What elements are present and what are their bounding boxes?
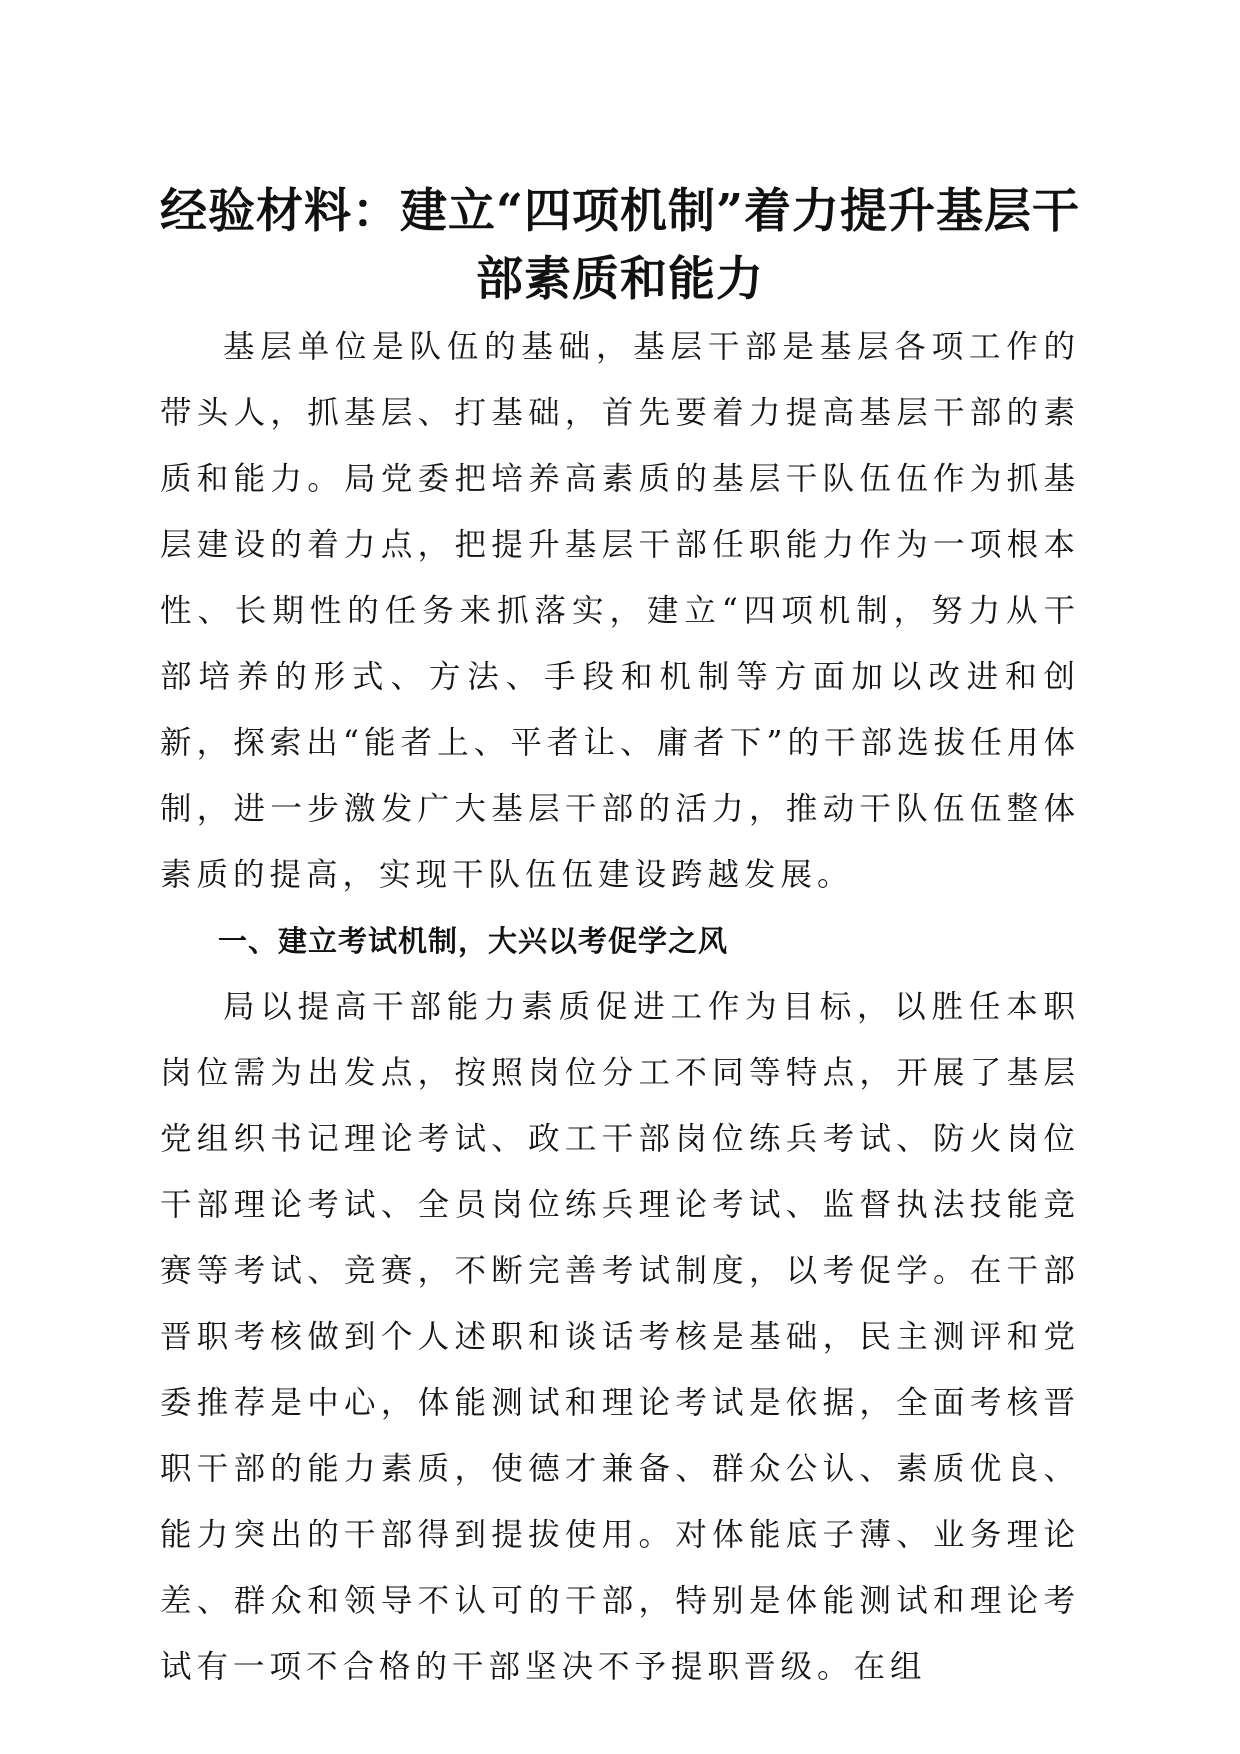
paragraph-intro: 基层单位是队伍的基础，基层干部是基层各项工作的带头人，抓基层、打基础，首先要着力提高基层干部的素质和能力。局党委把培养高素质的基层干队伍伍作为抓基层建设的着力点，把提升基层干部任职能力作为一项根本性、长期性的任务来抓落实，建立“四项机制，努力从干部培养的形式、方法、手段和机制等方面加以改进和创新，探索出“能者上、平者让、庸者下”的干部选拔任用体制，进一步激发广大基层干部的活力，推动干队伍伍整体素质的提高，实现干队伍伍建设跨越发展。 [160,329,1080,893]
document-body [160,314,1080,1700]
section-heading-exam-mechanism: 一、建立考试机制，大兴以考促学之风 [218,924,729,958]
document-title: 经验材料：建立“四项机制”着力提升基层干部素质和能力 [159,184,1081,307]
paragraph-exam-mechanism: 局以提高干部能力素质促进工作为目标，以胜任本职岗位需为出发点，按照岗位分工不同等特点，开展了基层党组织书记理论考试、政工干部岗位练兵考试、防火岗位干部理论考试、全员岗位练兵理论考试、监督执法技能竞赛等考试、竞赛，不断完善考试制度，以考促学。在干部晋职考核做到个人述职和谈话考核是基础，民主测评和党委推荐是中心，体能测试和理论考试是依据，全面考核晋职干部的能力素质，使德才兼备、群众公认、素质优良、能力突出的干部得到提拔使用。对体能底子薄、业务理论差、群众和领导不认可的干部，特别是体能测试和理论考试有一项不合格的干部坚决不予提职晋级。在组 [160,989,1080,1685]
